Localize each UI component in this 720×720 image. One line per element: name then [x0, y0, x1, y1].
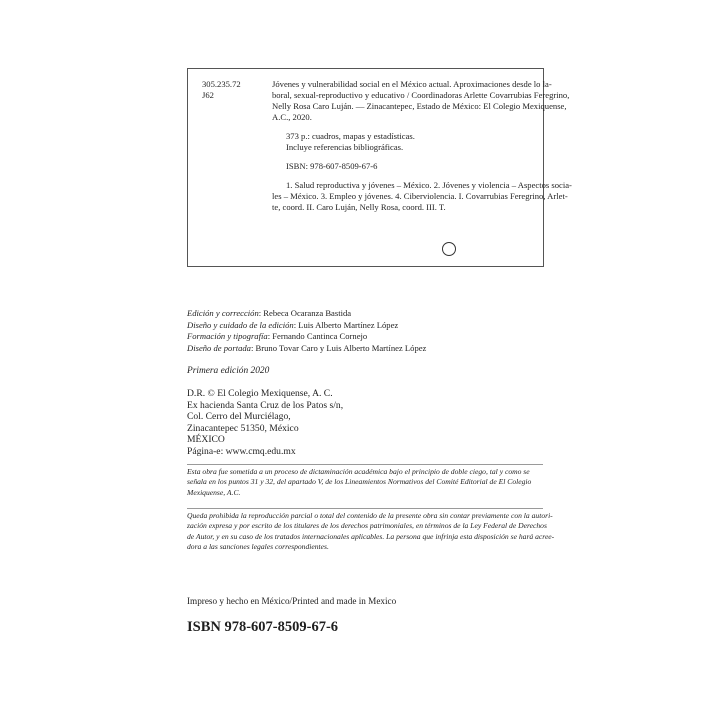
subject-line: les – México. 3. Empleo y jóvenes. 4. Ciberviolencia. I. Covarrubias Feregrino, Arlet- [272, 191, 568, 201]
copyright-note [187, 511, 555, 553]
credit-role: Diseño de portada [187, 342, 251, 353]
address-line: Zinacantepec 51350, México [187, 422, 299, 434]
note-line: de Autor, y en su caso de los tratados internacionales aplicables. La persona que infrinja esta disposición se hará acree- [187, 531, 555, 541]
edition-label: Primera edición 2020 [187, 366, 270, 376]
address-line: D.R. © El Colegio Mexiquense, A. C. [187, 388, 333, 399]
credit-name: Rebeca Ocaranza Bastida [263, 308, 352, 318]
catalog-card [187, 68, 572, 267]
call-number [202, 79, 241, 101]
catalog-title-line: A.C., 2020. [272, 112, 312, 122]
note-line: Esta obra fue sometida a un proceso de dictaminación académica bajo el principio de doble ciego, tal y como se [187, 467, 530, 476]
bibliography-note: Incluye referencias bibliográficas. [286, 142, 404, 152]
address-line: Ex hacienda Santa Cruz de los Patos s/n, [187, 399, 344, 411]
catalog-entry [272, 79, 572, 213]
address-line: Página-e: www.cmq.edu.mx [187, 445, 296, 457]
divider [187, 464, 543, 465]
credit-line: Diseño y cuidado de la edición: Luis Alberto Martínez López [187, 319, 399, 330]
catalog-title-line: Nelly Rosa Caro Luján. –– Zinacantepec, Estado de México: El Colegio Mexiquense, [272, 101, 567, 111]
isbn-footer: ISBN 978-607-8509-67-6 [187, 619, 339, 635]
credit-line: Edición y corrección: Rebeca Ocaranza Bastida [187, 308, 352, 318]
peer-review-note [187, 467, 543, 498]
catalog-isbn: ISBN: 978-607-8509-67-6 [286, 161, 378, 171]
credit-role: Formación y tipografía [187, 331, 268, 341]
credits-block [187, 308, 426, 354]
credit-name: Fernando Cantinca Cornejo [272, 331, 368, 341]
spacer [272, 123, 534, 131]
call-number-line: J62 [202, 90, 214, 100]
physical-description: 373 p.: cuadros, mapas y estadísticas. [286, 131, 415, 141]
credit-name: Bruno Tovar Caro y Luis Alberto Martínez López [255, 342, 427, 353]
note-line: Mexiquense, A.C. [187, 487, 241, 497]
address-line: Col. Cerro del Murciélago, [187, 411, 291, 422]
note-line: zación expresa y por escrito de los titulares de los derechos patrimoniales, en términos de la Ley Federal de Derechos [187, 521, 547, 531]
address-line: MÉXICO [187, 434, 225, 445]
spacer [272, 153, 534, 161]
note-line: dora a las sanciones legales correspondientes. [187, 542, 329, 552]
note-line: señala en los puntos 31 y 32, del apartado V, de los Lineamientos Normativos del Comité Editorial de El Colegio [187, 477, 532, 487]
credit-name: Luis Alberto Martínez López [298, 319, 399, 330]
spacer [272, 172, 534, 180]
credit-role: Edición y corrección [187, 308, 259, 318]
subject-line: 1. Salud reproductiva y jóvenes – México. 2. Jóvenes y violencia – Aspectos socia- [286, 180, 572, 190]
circle-mark-icon [442, 242, 456, 256]
note-line: Queda prohibida la reproducción parcial o total del contenido de la presente obra sin contar previamente con la autori- [187, 511, 553, 520]
credit-line: Diseño de portada: Bruno Tovar Caro y Luis Alberto Martínez López [187, 342, 427, 353]
publisher-address [187, 388, 343, 457]
call-number-line: 305.235.72 [202, 79, 241, 89]
credit-line: Formación y tipografía: Fernando Cantinca Cornejo [187, 331, 368, 341]
catalog-title-line: Jóvenes y vulnerabilidad social en el México actual. Aproximaciones desde lo la- [272, 79, 552, 89]
catalog-title-line: boral, sexual-reproductivo y educativo / Coordinadoras Arlette Covarrubias Feregrino, [272, 90, 570, 100]
printed-in-line: Impreso y hecho en México/Printed and made in Mexico [187, 596, 397, 606]
divider [187, 508, 543, 509]
subject-line: te, coord. II. Caro Luján, Nelly Rosa, coord. III. T. [272, 202, 446, 212]
credit-role: Diseño y cuidado de la edición [187, 319, 294, 330]
